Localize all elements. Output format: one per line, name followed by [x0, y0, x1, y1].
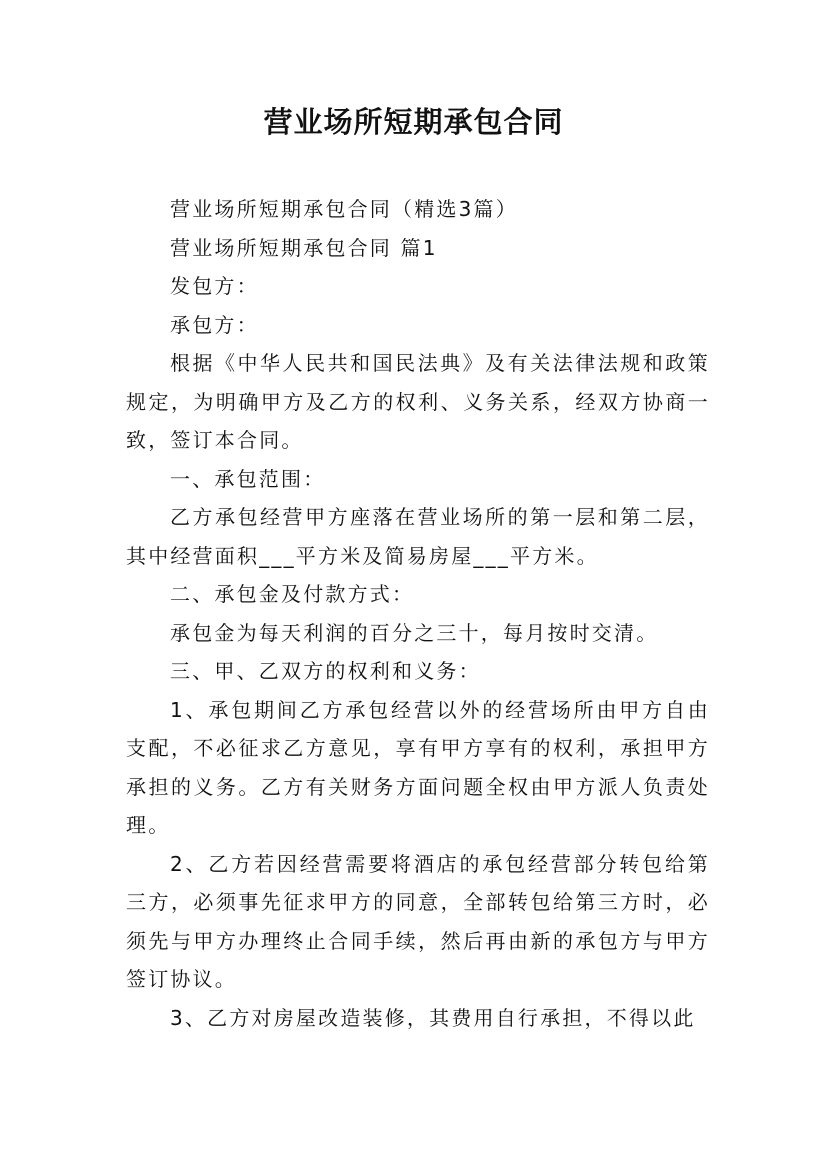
- paragraph-heading-payment: 二、承包金及付款方式：: [170, 582, 415, 606]
- paragraph-preamble: 根据《中华人民共和国民法典》及有关法律法规和政策规定，为明确甲方及乙方的权利、义务关系，经双方协商一致，签订本合同。: [126, 351, 710, 452]
- paragraph-contractor: 承包方：: [170, 312, 259, 337]
- paragraph-heading-scope: 一、承包范围：: [170, 466, 326, 491]
- paragraph-clause-3: 3、乙方对房屋改造装修，其费用自行承担，不得以此: [170, 1005, 696, 1030]
- paragraph-clause-1: 1、承包期间乙方承包经营以外的经营场所由甲方自由支配，不必征求乙方意见，享有甲方享有的权利，承担甲方承担的义务。乙方有关财务方面问题全权由甲方派人负责处理。: [126, 697, 710, 837]
- document-title: 营业场所短期承包合同: [263, 105, 564, 139]
- paragraph-clause-2: 2、乙方若因经营需要将酒店的承包经营部分转包给第三方，必须事先征求甲方的同意，全部转包给第三方时，必须先与甲方办理终止合同手续，然后再由新的承包方与甲方签订协议。: [126, 851, 710, 991]
- paragraph-payment: 承包金为每天利润的百分之三十，每月按时交清。: [170, 620, 659, 645]
- paragraph-subtitle: 营业场所短期承包合同（精选3篇）: [170, 197, 518, 221]
- paragraph-scope: 乙方承包经营甲方座落在营业场所的第一层和第二层，其中经营面积___平方米及简易房屋___平方米。: [126, 505, 710, 568]
- paragraph-section-heading: 营业场所短期承包合同 篇1: [170, 235, 438, 260]
- document-body: [126, 190, 710, 1037]
- paragraph-issuer: 发包方：: [170, 274, 259, 298]
- paragraph-heading-rights: 三、甲、乙双方的权利和义务：: [170, 659, 481, 683]
